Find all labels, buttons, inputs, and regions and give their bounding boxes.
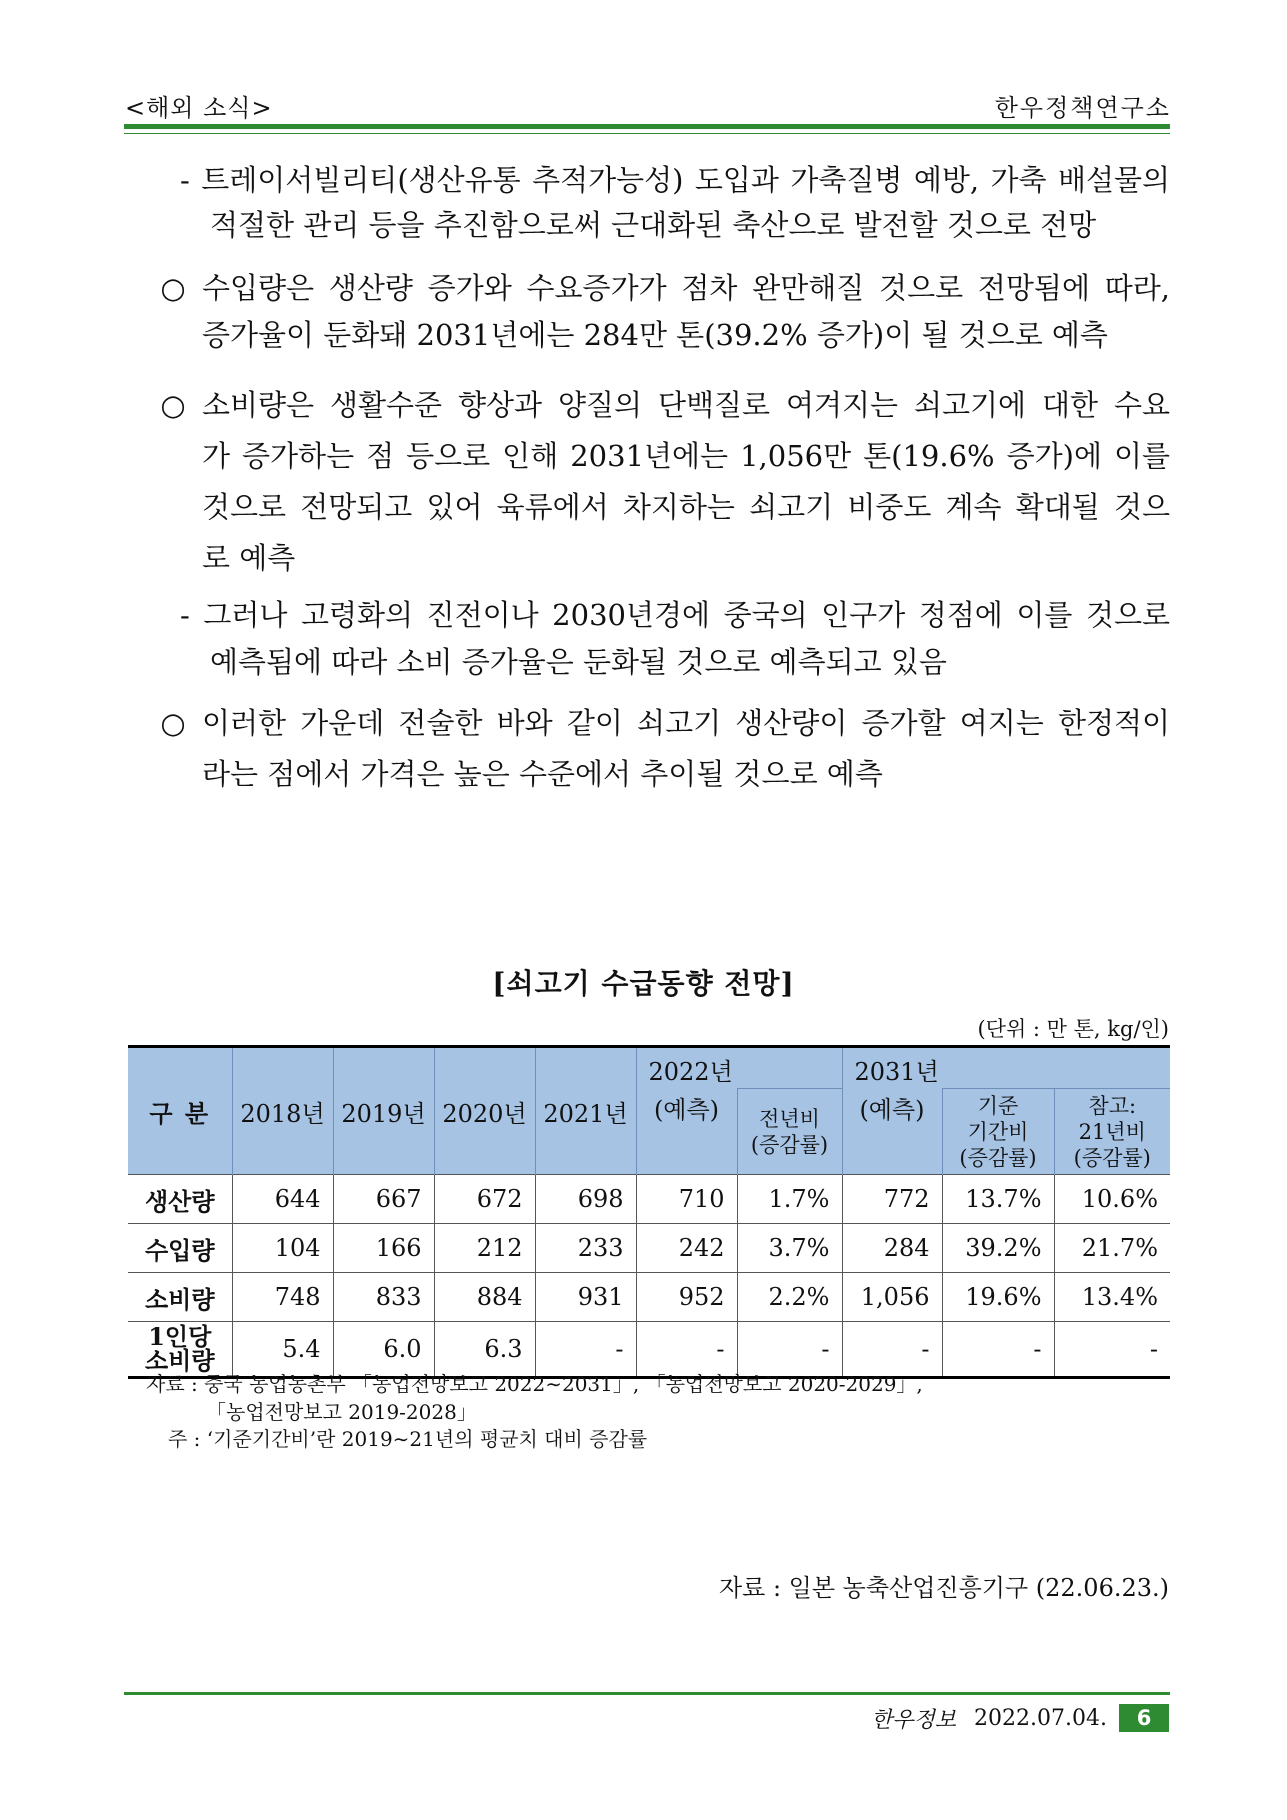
table-source-note-cont: 「농업전망보고 2019-2028」	[206, 1400, 477, 1424]
table-cell: 212	[434, 1224, 535, 1273]
publisher-name: 한우정책연구소	[994, 94, 1171, 122]
table-cell: 667	[333, 1175, 434, 1224]
table-cell: 13.7%	[942, 1175, 1054, 1224]
text-line: 것으로 전망되고 있어 육류에서 차지하는 쇠고기 비중도 계속 확대될 것으	[202, 490, 1170, 524]
table-cell: 104	[232, 1224, 333, 1273]
table-cell: 233	[535, 1224, 636, 1273]
header-2020: 2020년	[434, 1047, 535, 1175]
footer-date: 2022.07.04.	[974, 1705, 1107, 1731]
text-line: 증가율이 둔화돼 2031년에는 284만 톤(39.2% 증가)이 될 것으로 예측	[202, 318, 1108, 352]
text-line: 이러한 가운데 전술한 바와 같이 쇠고기 생산량이 증가할 여지는 한정적이	[202, 706, 1170, 740]
table-cell: 10.6%	[1054, 1175, 1170, 1224]
row-label: 생산량	[128, 1175, 232, 1224]
table-row	[128, 1175, 1170, 1224]
text-line: 소비량은 생활수준 향상과 양질의 단백질로 여겨지는 쇠고기에 대한 수요	[202, 388, 1170, 422]
circle-bullet-icon: ○	[160, 271, 186, 305]
table-cell: 242	[636, 1224, 737, 1273]
supply-demand-table	[128, 1045, 1170, 1379]
table-cell: 13.4%	[1054, 1273, 1170, 1322]
table-cell: 672	[434, 1175, 535, 1224]
header-rule	[124, 124, 1170, 129]
table-source-note: 자료 : 중국 농업농촌부 「농업전망보고 2022∼2031」, 「농업전망보고 2020-2029」,	[146, 1372, 923, 1396]
table-cell: -	[842, 1322, 942, 1378]
table-cell: 39.2%	[942, 1224, 1054, 1273]
header-2031: 2031년	[842, 1047, 1170, 1089]
header-2022: 2022년	[636, 1047, 842, 1089]
text-line: 적절한 관리 등을 추진함으로써 근대화된 축산으로 발전할 것으로 전망	[210, 208, 1097, 242]
table-cell: 166	[333, 1224, 434, 1273]
table-cell: 931	[535, 1273, 636, 1322]
text-line: 수입량은 생산량 증가와 수요증가가 점차 완만해질 것으로 전망됨에 따라,	[202, 271, 1170, 305]
header-2022-yoy: 전년비 (증감률)	[737, 1089, 842, 1175]
text-line: 예측됨에 따라 소비 증가율은 둔화될 것으로 예측되고 있음	[210, 645, 947, 679]
table-cell: -	[1054, 1322, 1170, 1378]
table-cell: 3.7%	[737, 1224, 842, 1273]
text-line: 로 예측	[202, 541, 296, 575]
table-cell: 833	[333, 1273, 434, 1322]
text-line: - 트레이서빌리티(생산유통 추적가능성) 도입과 가축질병 예방, 가축 배설물의	[180, 163, 1170, 197]
footer	[871, 1703, 1169, 1733]
table-cell: 884	[434, 1273, 535, 1322]
table-cell: 952	[636, 1273, 737, 1322]
table-title: [쇠고기 수급동향 전망]	[492, 967, 795, 1000]
table-row	[128, 1273, 1170, 1322]
header-category: 구 분	[128, 1047, 232, 1175]
circle-bullet-icon: ○	[160, 388, 186, 422]
table-cell: 748	[232, 1273, 333, 1322]
header-rule-thin	[124, 133, 1170, 134]
table-cell: -	[535, 1322, 636, 1378]
table-cell: -	[737, 1322, 842, 1378]
row-label: 소비량	[128, 1273, 232, 1322]
section-label: <해외 소식>	[125, 94, 273, 122]
text-line: 라는 점에서 가격은 높은 수준에서 추이될 것으로 예측	[202, 757, 883, 791]
table-cell: 710	[636, 1175, 737, 1224]
table-cell: 284	[842, 1224, 942, 1273]
text-line: - 그러나 고령화의 진전이나 2030년경에 중국의 인구가 정점에 이를 것으로	[180, 598, 1170, 632]
table-footnote: 주 : ‘기준기간비’란 2019∼21년의 평균치 대비 증감률	[168, 1427, 648, 1451]
header-2031-forecast: (예측)	[842, 1089, 942, 1175]
table-cell: 21.7%	[1054, 1224, 1170, 1273]
header-base-period: 기준 기간비 (증감률)	[942, 1089, 1054, 1175]
table-cell: 6.3	[434, 1322, 535, 1378]
circle-bullet-icon: ○	[160, 706, 186, 740]
header-2022-forecast: (예측)	[636, 1089, 737, 1175]
header-2021: 2021년	[535, 1047, 636, 1175]
row-label: 1인당 소비량	[128, 1322, 232, 1378]
table-cell: 5.4	[232, 1322, 333, 1378]
table-cell: 644	[232, 1175, 333, 1224]
row-label: 수입량	[128, 1224, 232, 1273]
footer-rule	[124, 1692, 1170, 1695]
table-cell: 19.6%	[942, 1273, 1054, 1322]
footer-brand: 한우정보	[871, 1707, 957, 1733]
table-cell: 698	[535, 1175, 636, 1224]
table-cell: -	[636, 1322, 737, 1378]
table-cell: -	[942, 1322, 1054, 1378]
header-2019: 2019년	[333, 1047, 434, 1175]
table-row	[128, 1224, 1170, 1273]
table-unit: (단위 : 만 톤, kg/인)	[977, 1017, 1169, 1041]
table-cell: 772	[842, 1175, 942, 1224]
text-line: 가 증가하는 점 등으로 인해 2031년에는 1,056만 톤(19.6% 증가)에 이를	[202, 439, 1170, 473]
table-cell: 1,056	[842, 1273, 942, 1322]
page-number: 6	[1119, 1704, 1169, 1732]
table-cell: 1.7%	[737, 1175, 842, 1224]
header-2018: 2018년	[232, 1047, 333, 1175]
table-cell: 2.2%	[737, 1273, 842, 1322]
table-cell: 6.0	[333, 1322, 434, 1378]
article-source: 자료 : 일본 농축산업진흥기구 (22.06.23.)	[718, 1574, 1169, 1602]
header-ref-2021: 참고: 21년비 (증감률)	[1054, 1089, 1170, 1175]
